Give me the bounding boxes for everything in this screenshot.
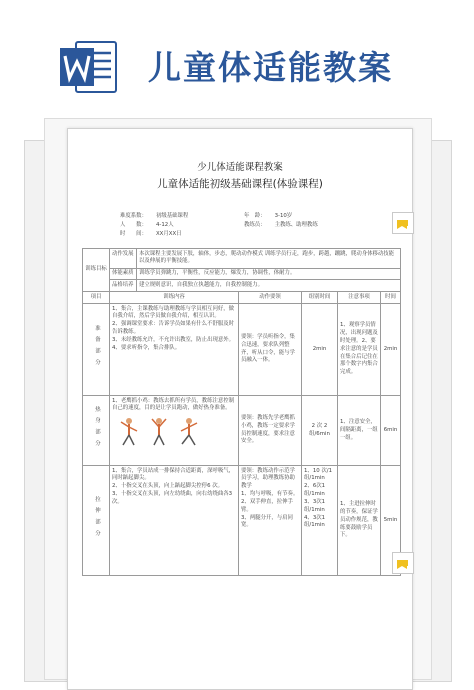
content-line: 2、强调课堂要求：告诉学员如果有什么不舒服及时告诉教练。 (112, 321, 235, 336)
section-essentials: 要领：学员听指令，集合迅速，要求队列整齐，听从口令，能与学员融入一体。 (239, 304, 302, 396)
content-line: 2、十指交叉在头顶，向上踮起脚尖控停6 次。 (112, 483, 223, 490)
section-content (110, 304, 239, 396)
group-time-line: 4、3次1组/1min (304, 514, 326, 529)
banner-title: 儿童体适能教案 (148, 48, 393, 87)
content-line: 1、集合，学员站成一排保持合适距离，深呼吸气，同时踮起脚尖。 (112, 467, 235, 482)
bookmark-icon (392, 552, 414, 574)
info-time-label: 时 间： (120, 231, 147, 237)
info-coach (244, 220, 318, 228)
table-row (83, 249, 401, 269)
section-essentials: 要领：教练先学老鹰抓小鸡，教练一定要求学员控制速度，要求注意安全。 (239, 396, 302, 466)
section-label-cell (83, 304, 110, 396)
section-label: 热身部分 (93, 405, 100, 452)
section-label: 拉伸部分 (93, 495, 100, 542)
section-essentials (239, 466, 302, 576)
content-line: 1、老鹰抓小鸡：教练去抓所有学员，教练注意控制自己的速度，目的是让学员跑动，做好热身准备。 (112, 397, 235, 412)
info-coach-label: 教练员： (244, 222, 266, 228)
header-item: 项目 (83, 292, 110, 304)
stick-figure-icon (148, 417, 170, 447)
group-time-line: 3、3次1组/1min (304, 498, 326, 513)
header-time-count: 组别时间 (302, 292, 338, 304)
section-group-time (302, 466, 338, 576)
content-line: 1、集合，主课教练与助理教练与学员相互问好，做自我介绍，然后学员做自我介绍，相互认识。 (112, 305, 235, 320)
goal-row-content: 本次课程主要发展下肢，轴体，步态，爬动动作模式 训练学员行走，跑步，跨越，蹦跳，爬动身体移动技能以及伸展的平衡技能。 (137, 249, 401, 269)
content-line: 4、要求听指令，集合排队。 (112, 344, 181, 351)
stick-figure-icon (118, 417, 140, 447)
table-row (83, 280, 401, 292)
essentials-line: 要领：教练动作示范学员学习，助理教练协助教学 (241, 467, 295, 490)
section-group-time: 2min (302, 304, 338, 396)
section-notes: 1、主进拉伸时的节奏，保证学员动作规范，教练要鼓励学员下。 (338, 466, 381, 576)
essentials-line: 2、双手伸直，拉伸手臂。 (241, 498, 293, 513)
content-line: 3、十指交叉在头顶，向左幼绕曲，向右幼绕曲各3 次。 (112, 491, 233, 505)
section-label-cell (83, 466, 110, 576)
info-time (120, 229, 182, 237)
info-count (120, 220, 174, 228)
goal-row-content: 建立规则意识，自我独立执越能力，自我控制能力。 (137, 280, 401, 292)
section-notes: 1、注意安全，间隔距离，一组一组。 (338, 396, 381, 466)
stick-figure-icon (178, 417, 200, 447)
banner (0, 0, 474, 118)
content-line: 3、未经教练允许，不允许出教室，防止出现意外。 (112, 336, 235, 343)
essentials-line: 3、两腿分开，与肩同宽。 (241, 514, 293, 529)
section-notes: 1、观察学员情况，出现问题及时处理。2、要求注意的是学员在集合后记住在那个数字内集合完成。 (338, 304, 381, 396)
table-row (83, 466, 401, 576)
section-content (110, 466, 239, 576)
word-icon (58, 36, 118, 98)
section-time: 2min (381, 304, 401, 396)
info-coach-value: 主教练、助理教练 (274, 222, 318, 228)
info-level (120, 211, 188, 219)
info-level-value: 初级基础课程 (155, 213, 189, 219)
goal-label-cell (83, 249, 110, 292)
header-essentials: 动作要领 (239, 292, 302, 304)
document-page (67, 128, 413, 690)
info-age (244, 211, 292, 219)
goal-row-label: 动作发展 (110, 249, 137, 269)
warmup-figures (112, 417, 236, 447)
essentials-line: 1、均与呼吸，有节奏。 (241, 491, 299, 498)
header-notes: 注意事项 (338, 292, 381, 304)
section-group-time: 2 次 2 组/6min (302, 396, 338, 466)
goal-row-content: 训练学员弹跳力，平衡性，反应能力，爆发力，协调性，体耐力。 (137, 268, 401, 280)
bookmark-icon (392, 212, 414, 234)
header-time: 时间 (381, 292, 401, 304)
lesson-table (82, 248, 401, 576)
section-time: 6min (381, 396, 401, 466)
group-time-line: 2、6次1组/1min (304, 483, 326, 498)
section-time: 5min (381, 466, 401, 576)
table-header-row (83, 292, 401, 304)
table-row (83, 396, 401, 466)
info-age-value: 3-10岁 (274, 213, 293, 219)
document-title: 少儿体适能课程教案 (197, 162, 283, 173)
info-count-label: 人 数： (120, 222, 147, 228)
info-level-label: 难度系数： (120, 213, 147, 219)
table-row (83, 304, 401, 396)
info-time-value: XX月XX日 (155, 231, 182, 237)
info-count-value: 4-12人 (155, 222, 174, 228)
header-content: 训练内容 (110, 292, 239, 304)
goal-label: 训练目标 (85, 266, 107, 273)
info-age-label: 年 龄： (244, 213, 266, 219)
section-label: 准备部分 (93, 324, 100, 371)
goal-row-label: 体能素质 (110, 268, 137, 280)
group-time-line: 1、10 次/1组/1min (304, 467, 333, 482)
section-label-cell (83, 396, 110, 466)
goal-row-label: 品格培养 (110, 280, 137, 292)
document-subtitle: 儿童体适能初级基础课程(体验课程) (157, 178, 323, 190)
section-content (110, 396, 239, 466)
table-row (83, 268, 401, 280)
